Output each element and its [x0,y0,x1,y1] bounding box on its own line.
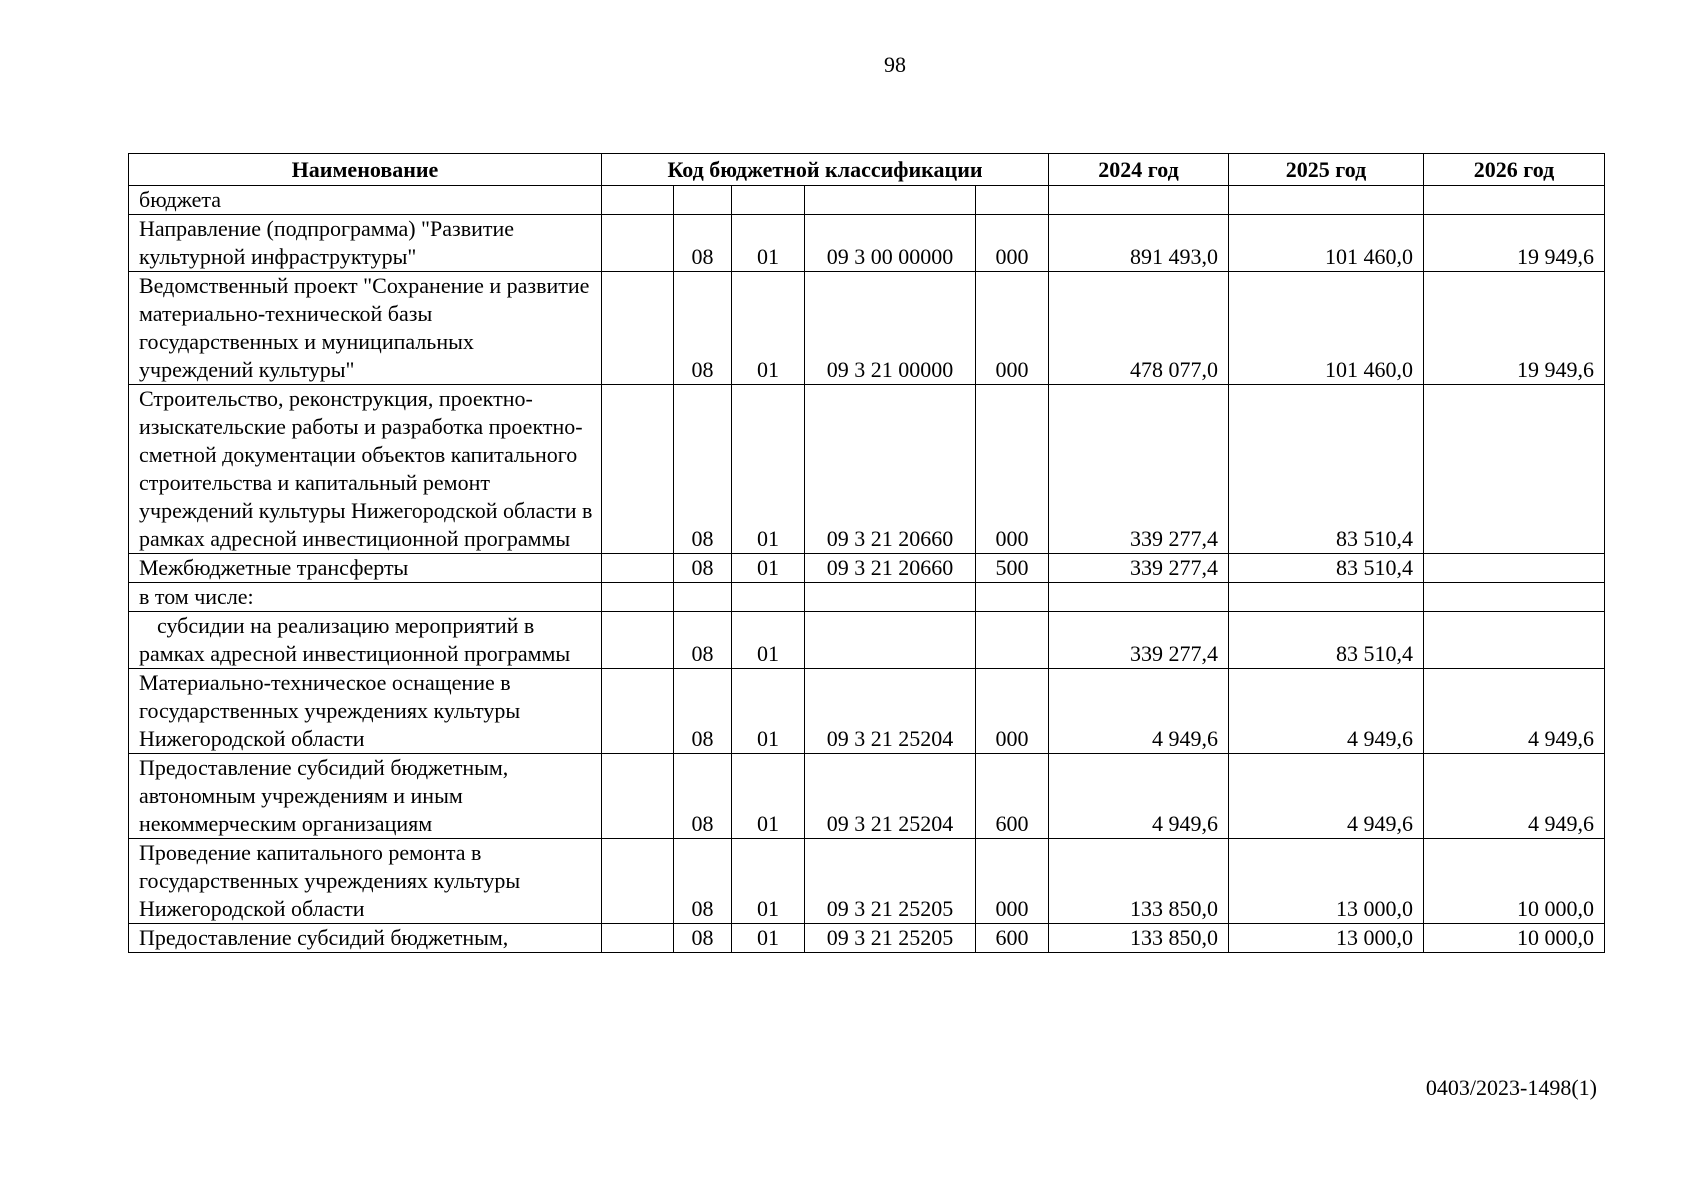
cell-2026 [1424,554,1605,583]
cell-2024: 891 493,0 [1049,215,1229,272]
cell-code-section: 08 [674,669,732,754]
cell-2024: 478 077,0 [1049,272,1229,385]
cell-code-subsection: 01 [732,839,805,924]
cell-code-subsection [732,186,805,215]
cell-code-subsection: 01 [732,215,805,272]
header-2025: 2025 год [1229,154,1424,186]
cell-2026: 19 949,6 [1424,272,1605,385]
cell-code-target: 09 3 21 20660 [805,385,976,554]
cell-2024: 339 277,4 [1049,612,1229,669]
cell-2024 [1049,186,1229,215]
cell-2026: 10 000,0 [1424,924,1605,953]
cell-2025 [1229,583,1424,612]
cell-2025: 83 510,4 [1229,612,1424,669]
table-row [129,669,1605,754]
table-row [129,554,1605,583]
cell-code-target [805,583,976,612]
table-row [129,839,1605,924]
table-row [129,583,1605,612]
page-number: 98 [884,52,906,77]
cell-code-section: 08 [674,924,732,953]
cell-code-1 [602,385,674,554]
cell-code-subsection: 01 [732,272,805,385]
cell-code-section [674,186,732,215]
cell-2025 [1229,186,1424,215]
cell-2026 [1424,186,1605,215]
cell-2026: 10 000,0 [1424,839,1605,924]
cell-name: в том числе: [129,583,602,612]
table-row [129,754,1605,839]
cell-code-subsection: 01 [732,612,805,669]
cell-name: Межбюджетные трансферты [129,554,602,583]
cell-2026: 4 949,6 [1424,754,1605,839]
cell-2026: 19 949,6 [1424,215,1605,272]
cell-code-1 [602,612,674,669]
cell-name: Предоставление субсидий бюджетным, автономным учреждениям и иным некоммерческим организациям [129,754,602,839]
cell-2026 [1424,385,1605,554]
cell-code-section: 08 [674,215,732,272]
cell-code-subsection: 01 [732,385,805,554]
budget-table [128,153,1605,953]
cell-2025: 101 460,0 [1229,272,1424,385]
cell-2025: 101 460,0 [1229,215,1424,272]
cell-code-expense: 600 [976,754,1049,839]
cell-code-expense: 000 [976,839,1049,924]
cell-code-expense [976,583,1049,612]
cell-code-section: 08 [674,754,732,839]
cell-name: Проведение капитального ремонта в государственных учреждениях культуры Нижегородской области [129,839,602,924]
cell-code-expense [976,186,1049,215]
header-2026: 2026 год [1424,154,1605,186]
cell-code-target: 09 3 21 00000 [805,272,976,385]
cell-code-expense: 000 [976,669,1049,754]
cell-2025: 83 510,4 [1229,385,1424,554]
document-id: 0403/2023-1498(1) [1425,1075,1597,1100]
cell-code-1 [602,583,674,612]
cell-code-1 [602,839,674,924]
table-header-row [129,154,1605,186]
cell-code-expense [976,612,1049,669]
cell-code-target: 09 3 21 20660 [805,554,976,583]
cell-code-section [674,583,732,612]
cell-name: Строительство, реконструкция, проектно-изыскательские работы и разработка проектно-сметной документации объектов капитального строительства и капитальный ремонт учреждений культуры Нижегородской области в рамках адресной инвестиционной программы [129,385,602,554]
header-2024: 2024 год [1049,154,1229,186]
cell-2024: 133 850,0 [1049,924,1229,953]
cell-code-1 [602,215,674,272]
table-row [129,215,1605,272]
header-name: Наименование [129,154,602,186]
cell-2025: 4 949,6 [1229,754,1424,839]
cell-2025: 13 000,0 [1229,839,1424,924]
cell-code-subsection: 01 [732,669,805,754]
cell-2024: 339 277,4 [1049,385,1229,554]
cell-2024: 133 850,0 [1049,839,1229,924]
cell-code-section: 08 [674,839,732,924]
cell-2024: 4 949,6 [1049,754,1229,839]
cell-code-subsection: 01 [732,554,805,583]
cell-code-expense: 000 [976,272,1049,385]
cell-code-expense: 500 [976,554,1049,583]
cell-2024: 339 277,4 [1049,554,1229,583]
table-row [129,186,1605,215]
cell-code-target: 09 3 21 25205 [805,839,976,924]
cell-code-section: 08 [674,385,732,554]
cell-2025: 4 949,6 [1229,669,1424,754]
cell-2025: 13 000,0 [1229,924,1424,953]
cell-code-expense: 600 [976,924,1049,953]
cell-code-target: 09 3 21 25205 [805,924,976,953]
cell-code-target: 09 3 21 25204 [805,754,976,839]
cell-2026: 4 949,6 [1424,669,1605,754]
table-row [129,924,1605,953]
cell-code-section: 08 [674,272,732,385]
cell-code-1 [602,186,674,215]
table-row [129,385,1605,554]
cell-code-target: 09 3 21 25204 [805,669,976,754]
cell-code-section: 08 [674,612,732,669]
cell-code-target [805,186,976,215]
cell-2024: 4 949,6 [1049,669,1229,754]
cell-2026 [1424,612,1605,669]
cell-name: бюджета [129,186,602,215]
cell-name: Направление (подпрограмма) "Развитие культурной инфраструктуры" [129,215,602,272]
cell-code-1 [602,272,674,385]
header-code: Код бюджетной классификации [602,154,1049,186]
cell-code-1 [602,754,674,839]
cell-2026 [1424,583,1605,612]
cell-name: Предоставление субсидий бюджетным, [129,924,602,953]
cell-name: субсидии на реализацию мероприятий в рамках адресной инвестиционной программы [129,612,602,669]
cell-code-1 [602,669,674,754]
cell-code-subsection: 01 [732,754,805,839]
cell-2025: 83 510,4 [1229,554,1424,583]
cell-code-target: 09 3 00 00000 [805,215,976,272]
cell-name: Материально-техническое оснащение в государственных учреждениях культуры Нижегородской области [129,669,602,754]
cell-code-1 [602,924,674,953]
cell-code-target [805,612,976,669]
cell-code-1 [602,554,674,583]
cell-code-expense: 000 [976,215,1049,272]
cell-code-subsection [732,583,805,612]
cell-code-expense: 000 [976,385,1049,554]
table-row [129,272,1605,385]
cell-2024 [1049,583,1229,612]
table-row [129,612,1605,669]
cell-code-subsection: 01 [732,924,805,953]
cell-code-section: 08 [674,554,732,583]
cell-name: Ведомственный проект "Сохранение и развитие материально-технической базы государственных и муниципальных учреждений культуры" [129,272,602,385]
